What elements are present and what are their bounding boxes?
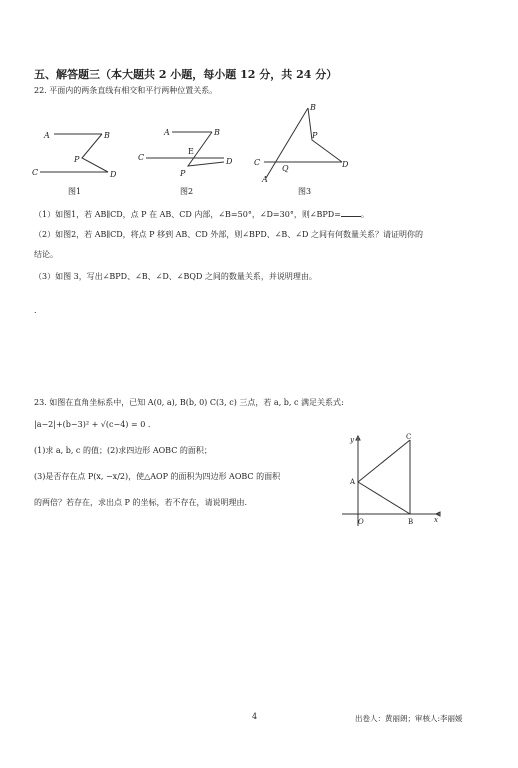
coord-label-c: C [406,433,412,441]
fig3-label-p: P [312,131,318,140]
q22-part1 [34,208,369,220]
footer-authors: 出卷人：黄丽朗；审核人:李丽媛 [355,714,463,723]
q23-part3-line2: 的两倍？若存在，求出点 P 的坐标，若不存在，请说明理由. [34,498,248,507]
fig1-label-a: A [44,131,50,140]
fig2-label-d: D [226,157,233,166]
coord-label-b: B [408,518,414,526]
coord-label-y: y [350,436,354,444]
stray-dot: . [34,306,37,315]
fig3-caption: 图3 [298,187,312,196]
fig1-label-b: B [104,131,110,140]
fig2-caption: 图2 [180,187,194,196]
fig2-label-c: C [138,153,145,162]
fig3-label-q: Q [282,164,289,173]
fig3-label-c: C [254,158,261,167]
fig3-label-a: A [262,175,268,184]
fig2-label-e: E [188,147,194,156]
page-number: 4 [252,712,258,721]
fig2-label-a: A [164,128,170,137]
fig2-label-p: P [180,169,186,178]
section-title: 五、解答题三（本大题共 2 小题，每小题 12 分，共 24 分） [34,68,338,81]
fig3-label-d: D [342,160,349,169]
q23-line1: 23. 如图在直角坐标系中，已知 A(0, a), B(b, 0) C(3, c) 三点，若 a, b, c 满足关系式: [34,398,344,407]
q22-part1-text: （1）如图1，若 AB∥CD，点 P 在 AB、CD 内部，∠B=50°，∠D=30°，则∠BPD= [34,210,341,219]
fig1-label-d: D [110,170,117,179]
fig1-label-c: C [32,168,39,177]
q22-part1-end: 。 [360,210,369,219]
q22-part2-line2: 结论。 [34,250,58,259]
coord-label-x: x [434,516,438,524]
coord-label-o: O [358,518,364,526]
fig1-caption: 图1 [68,187,82,196]
figure-3 [250,100,360,186]
q22-part2-line1: （2）如图2，若 AB∥CD，将点 P 移到 AB、CD 外部，则∠BPD、∠B、∠D 之间有何数量关系？请证明你的 [34,230,423,239]
fig2-label-b: B [214,128,220,137]
coordinate-figure [338,432,442,528]
q23-condition: |a−2|+(b−3)² + √(c−4) = 0 . [34,420,151,429]
coord-label-a: A [350,478,356,486]
q23-part3-line1: (3)是否存在点 P(x, −x/2)，使△AOP 的面积为四边形 AOBC 的面积 [34,472,281,481]
answer-blank [341,208,361,217]
q22-stem: 22. 平面内的两条直线有相交和平行两种位置关系。 [34,86,218,95]
fig3-label-b: B [310,103,316,112]
q23-part1-2: (1)求 a, b, c 的值；(2)求四边形 AOBC 的面积； [34,446,212,455]
q22-part3: （3）如图 3，写出∠BPD、∠B、∠D、∠BQD 之间的数量关系，并说明理由。 [34,272,317,281]
fig1-label-p: P [74,155,80,164]
